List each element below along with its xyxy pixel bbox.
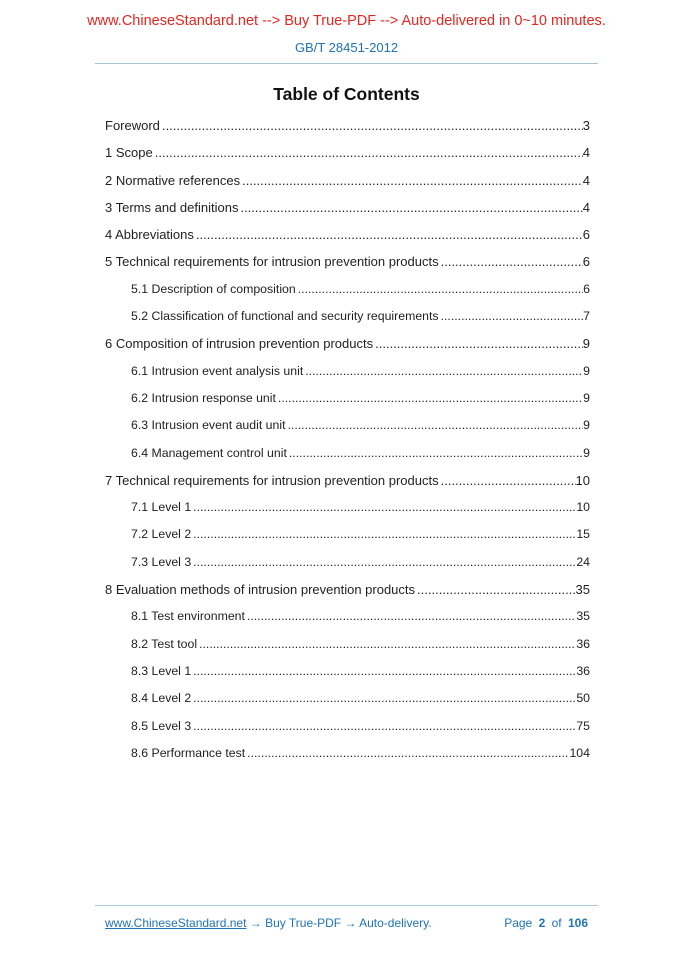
toc-dot-leader: [193, 549, 576, 576]
toc-entry-page: 3: [582, 118, 590, 133]
toc-dot-leader: [417, 576, 576, 603]
toc-entry-page: 4: [582, 172, 590, 188]
toc-dot-leader: [289, 440, 583, 467]
toc-entry-label: 7.1 Level 1: [131, 500, 192, 515]
toc-row: [105, 276, 590, 303]
toc-entry-page: 9: [583, 445, 590, 460]
page-indicator: [504, 916, 588, 931]
page-footer: [95, 905, 598, 931]
toc-row: [105, 358, 590, 385]
toc-row: [105, 330, 590, 357]
page-word: Page: [504, 916, 533, 930]
toc-row: [105, 112, 590, 139]
toc-row: [105, 385, 590, 412]
toc-row: [105, 631, 590, 658]
toc-entry-label: 6.1 Intrusion event analysis unit: [131, 363, 304, 378]
footer-row: [95, 916, 598, 931]
toc-entry-page: 75: [576, 718, 590, 733]
toc-dot-leader: [193, 658, 576, 685]
toc-row: [105, 576, 590, 603]
toc-entry-label: 3 Terms and definitions: [105, 199, 239, 215]
page-current: 2: [538, 916, 546, 930]
toc-entry-page: 7: [583, 309, 590, 324]
toc-dot-leader: [441, 303, 584, 330]
toc-entry-page: 6: [582, 254, 590, 270]
toc-row: [105, 412, 590, 439]
toc-dot-leader: [278, 385, 583, 412]
page-total: 106: [567, 916, 588, 930]
toc-entry-label: 4 Abbreviations: [105, 227, 194, 243]
toc-row: [105, 167, 590, 194]
toc-dot-leader: [162, 112, 583, 139]
toc-entry-page: 9: [583, 418, 590, 433]
toc-entry-label: 1 Scope: [105, 145, 153, 161]
toc-entry-page: 4: [582, 145, 590, 161]
toc-row: [105, 494, 590, 521]
toc-entry-page: 9: [583, 363, 590, 378]
toc-entry-label: 8.1 Test environment: [131, 609, 245, 624]
toc-entry-label: 7 Technical requirements for intrusion prevention products: [105, 472, 439, 488]
footer-divider: [95, 905, 598, 906]
toc-entry-page: 35: [576, 609, 590, 624]
toc-entry-page: 15: [576, 527, 590, 542]
toc-dot-leader: [240, 194, 582, 221]
toc-dot-leader: [305, 358, 583, 385]
toc-dot-leader: [288, 412, 584, 439]
toc-entry-page: 104: [569, 745, 590, 760]
toc-entry-label: 6.2 Intrusion response unit: [131, 390, 276, 405]
toc-entry-label: 6.4 Management control unit: [131, 445, 287, 460]
toc-entry-label: 5.2 Classification of functional and security requirements: [131, 309, 439, 324]
footer-site-link[interactable]: www.ChineseStandard.net: [105, 916, 247, 930]
standard-number: GB/T 28451-2012: [294, 40, 399, 55]
toc-entry-page: 50: [576, 691, 590, 706]
toc-entry-page: 35: [575, 582, 590, 598]
toc-row: [105, 603, 590, 630]
toc-entry-label: 5 Technical requirements for intrusion prevention products: [105, 254, 439, 270]
toc-dot-leader: [193, 713, 576, 740]
toc-entry-page: 36: [576, 636, 590, 651]
toc-entry-label: 8.3 Level 1: [131, 663, 192, 678]
toc-dot-leader: [193, 685, 576, 712]
toc-entry-label: 5.1 Description of composition: [131, 281, 296, 296]
toc-dot-leader: [298, 276, 583, 303]
toc-dot-leader: [247, 603, 576, 630]
toc-entry-page: 9: [582, 336, 590, 352]
toc-entry-page: 24: [576, 554, 590, 569]
toc-row: [105, 467, 590, 494]
toc-row: [105, 440, 590, 467]
promo-banner: www.ChineseStandard.net --> Buy True-PDF --> Auto-delivered in 0~10 minutes.: [87, 13, 606, 29]
toc-row: [105, 713, 590, 740]
toc-row: [105, 549, 590, 576]
toc-entry-page: 4: [582, 199, 590, 215]
toc-row: [105, 139, 590, 166]
toc-entry-label: 8.4 Level 2: [131, 691, 192, 706]
toc-dot-leader: [196, 221, 583, 248]
toc-dot-leader: [193, 521, 576, 548]
toc-entry-label: 7.3 Level 3: [131, 554, 192, 569]
toc-list: [105, 112, 590, 767]
toc-dot-leader: [441, 248, 583, 275]
toc-entry-label: 6 Composition of intrusion prevention products: [105, 336, 374, 352]
footer-left: [105, 916, 432, 931]
toc-dot-leader: [247, 740, 569, 767]
toc-entry-page: 9: [583, 390, 590, 405]
toc-dot-leader: [375, 330, 583, 357]
toc-row: [105, 221, 590, 248]
toc-entry-page: 6: [582, 227, 590, 243]
toc-entry-label: 8 Evaluation methods of intrusion prevention products: [105, 582, 416, 598]
toc-row: [105, 740, 590, 767]
toc-entry-label: 7.2 Level 2: [131, 527, 192, 542]
toc-entry-label: 8.6 Performance test: [131, 745, 246, 760]
toc-dot-leader: [193, 494, 576, 521]
toc-entry-label: Foreword: [105, 118, 160, 133]
toc-entry-label: 2 Normative references: [105, 172, 241, 188]
page-title: Table of Contents: [273, 84, 420, 104]
of-word: of: [551, 916, 562, 930]
toc-entry-label: 6.3 Intrusion event audit unit: [131, 418, 286, 433]
toc-row: [105, 194, 590, 221]
toc-row: [105, 248, 590, 275]
toc-dot-leader: [199, 631, 576, 658]
toc-entry-page: 36: [576, 663, 590, 678]
toc-entry-page: 10: [575, 472, 590, 488]
toc-entry-label: 8.2 Test tool: [131, 636, 198, 651]
header-divider: [95, 63, 598, 64]
footer-tagline: → Buy True-PDF → Auto-delivery.: [246, 916, 432, 930]
toc-row: [105, 303, 590, 330]
toc-dot-leader: [155, 139, 583, 166]
toc-row: [105, 658, 590, 685]
toc-row: [105, 685, 590, 712]
toc-row: [105, 521, 590, 548]
toc-entry-label: 8.5 Level 3: [131, 718, 192, 733]
toc-entry-page: 6: [583, 281, 590, 296]
toc-dot-leader: [441, 467, 576, 494]
toc-entry-page: 10: [576, 500, 590, 515]
toc-dot-leader: [242, 167, 583, 194]
